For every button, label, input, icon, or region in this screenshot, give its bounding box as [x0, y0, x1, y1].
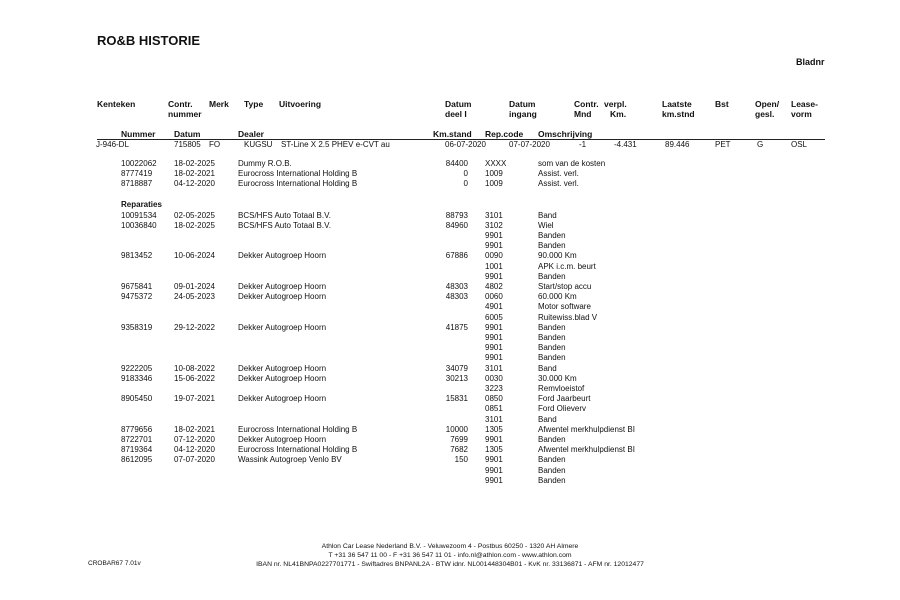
vehicle-open-gesl: G — [757, 140, 764, 149]
subheader-nummer: Nummer — [121, 129, 156, 139]
cell-code: 0851 — [485, 404, 503, 414]
cell-omschrijving: Ruitewiss.blad V — [538, 312, 598, 322]
cell-code: 9901 — [485, 455, 503, 465]
header-kenteken: Kenteken — [97, 99, 136, 109]
cell-omschrijving: Banden — [538, 434, 566, 444]
cell-km: 34079 — [445, 363, 468, 373]
cell-omschrijving: Wiel — [538, 220, 554, 230]
cell-code: 4901 — [485, 302, 503, 312]
cell-omschrijving: 30.000 Km — [538, 373, 577, 383]
header-laatste: Laatste — [662, 99, 692, 109]
cell-omschrijving: Band — [538, 414, 557, 424]
footer-contact: T +31 36 547 11 00 - F +31 36 547 11 01 - info.nl@athlon.com - www.athlon.com — [328, 552, 572, 559]
cell-datum: 18-02-2021 — [174, 424, 215, 434]
cell-nummer: 8612095 — [121, 455, 153, 465]
cell-dealer: Dekker Autogroep Hoorn — [238, 394, 327, 404]
cell-dealer: Dekker Autogroep Hoorn — [238, 292, 327, 302]
vehicle-contr-mnd: -1 — [579, 140, 587, 149]
cell-datum: 29-12-2022 — [174, 322, 215, 332]
cell-dealer: Dekker Autogroep Hoorn — [238, 281, 327, 291]
cell-nummer: 8722701 — [121, 434, 153, 444]
vehicle-kenteken: J-946-DL — [96, 140, 129, 149]
cell-omschrijving: Banden — [538, 455, 566, 465]
cell-code: 3223 — [485, 383, 503, 393]
cell-datum: 10-06-2024 — [174, 251, 215, 261]
cell-km: 0 — [463, 169, 468, 179]
header-bst: Bst — [715, 99, 729, 109]
cell-km: 30213 — [445, 373, 468, 383]
cell-code: 1009 — [485, 179, 503, 189]
cell-dealer: Dekker Autogroep Hoorn — [238, 251, 327, 261]
header-gesl: gesl. — [755, 109, 775, 119]
cell-nummer: 8719364 — [121, 445, 153, 455]
header-uitvoering: Uitvoering — [279, 99, 322, 109]
cell-code: 9901 — [485, 230, 503, 240]
cell-nummer: 8905450 — [121, 394, 153, 404]
cell-code: 0850 — [485, 394, 503, 404]
vehicle-merk: FO — [209, 140, 221, 149]
cell-dealer: Dummy R.O.B. — [238, 159, 292, 168]
reparaties-label: Reparaties — [121, 200, 162, 209]
cell-nummer: 9475372 — [121, 292, 153, 302]
cell-omschrijving: Afwentel merkhulpdienst BI — [538, 445, 635, 455]
cell-omschrijving: Afwentel merkhulpdienst BI — [538, 424, 635, 434]
cell-nummer: 9183346 — [121, 373, 153, 383]
cell-omschrijving: Banden — [538, 343, 566, 353]
cell-nummer: 10091534 — [121, 210, 157, 220]
footer-address: Athlon Car Lease Nederland B.V. - Veluwezoom 4 - Postbus 60250 - 1320 AH Almere — [321, 543, 579, 550]
cell-code: 0090 — [485, 251, 503, 261]
cell-omschrijving: Assist. verl. — [538, 169, 579, 179]
cell-km: 15831 — [445, 394, 468, 404]
vehicle-laatste-km: 89.446 — [665, 140, 690, 149]
cell-km: 7682 — [450, 445, 468, 455]
cell-omschrijving: Banden — [538, 241, 566, 251]
cell-dealer: Eurocross International Holding B — [238, 445, 358, 455]
cell-datum: 07-07-2020 — [174, 455, 215, 465]
cell-code: XXXX — [485, 159, 507, 168]
cell-omschrijving: APK i.c.m. beurt — [538, 261, 596, 271]
cell-nummer: 8777419 — [121, 169, 153, 179]
cell-km: 0 — [463, 179, 468, 189]
cell-km: 84960 — [445, 220, 468, 230]
cell-dealer: Wassink Autogroep Venlo BV — [238, 455, 342, 465]
cell-code: 4802 — [485, 281, 503, 291]
cell-datum: 07-12-2020 — [174, 434, 215, 444]
cell-code: 3101 — [485, 363, 503, 373]
footer-bank: IBAN nr. NL41BNPA0227701771 - Swiftadres BNPANL2A - BTW idnr. NL001448304B01 - KvK nr. 33136871 - AFM nr. 12012477 — [256, 561, 644, 568]
cell-omschrijving: Banden — [538, 465, 566, 475]
cell-km: 88793 — [445, 210, 468, 220]
cell-datum: 24-05-2023 — [174, 292, 215, 302]
cell-code: 1009 — [485, 169, 503, 179]
header-contr: Contr. — [168, 99, 193, 109]
cell-datum: 19-07-2021 — [174, 394, 215, 404]
cell-code: 3101 — [485, 210, 503, 220]
cell-nummer: 8779656 — [121, 424, 153, 434]
header-km: Km. — [610, 109, 627, 119]
cell-km: 48303 — [445, 281, 468, 291]
header-kmstnd: km.stnd — [662, 109, 695, 119]
cell-nummer: 8718887 — [121, 179, 153, 189]
vehicle-leasevorm: OSL — [791, 140, 808, 149]
header-verpl: verpl. — [604, 99, 627, 109]
header-vorm: vorm — [791, 109, 812, 119]
header-open: Open/ — [755, 99, 780, 109]
cell-omschrijving: Assist. verl. — [538, 179, 579, 189]
cell-nummer: 9675841 — [121, 281, 153, 291]
cell-omschrijving: Banden — [538, 353, 566, 363]
cell-km: 7699 — [450, 434, 468, 444]
cell-nummer: 10022062 — [121, 159, 157, 168]
cell-dealer: Eurocross International Holding B — [238, 424, 358, 434]
header-mnd: Mnd — [574, 109, 592, 119]
cell-code: 0060 — [485, 292, 503, 302]
cell-code: 9901 — [485, 434, 503, 444]
header-merk: Merk — [209, 99, 229, 109]
header-datum-ingang: Datum — [509, 99, 536, 109]
cell-code: 9901 — [485, 241, 503, 251]
page-title: RO&B HISTORIE — [97, 33, 201, 48]
vehicle-datum-deel1: 06-07-2020 — [445, 140, 486, 149]
cell-dealer: Dekker Autogroep Hoorn — [238, 434, 327, 444]
header-deel-i: deel I — [445, 109, 467, 119]
subheader-omschrijving: Omschrijving — [538, 129, 593, 139]
cell-datum: 02-05-2025 — [174, 210, 215, 220]
cell-code: 9901 — [485, 332, 503, 342]
subheader-datum: Datum — [174, 129, 201, 139]
header-nummer: nummer — [168, 109, 202, 119]
cell-km: 41875 — [445, 322, 468, 332]
cell-omschrijving: Banden — [538, 271, 566, 281]
subheader-dealer: Dealer — [238, 129, 264, 139]
cell-km: 84400 — [445, 159, 468, 168]
cell-datum: 18-02-2021 — [174, 169, 215, 179]
cell-omschrijving: Ford Jaarbeurt — [538, 394, 591, 404]
cell-code: 1001 — [485, 261, 503, 271]
cell-code: 9901 — [485, 343, 503, 353]
cell-datum: 18-02-2025 — [174, 159, 215, 168]
cell-omschrijving: 60.000 Km — [538, 292, 577, 302]
cell-datum: 15-06-2022 — [174, 373, 215, 383]
header-lease: Lease- — [791, 99, 818, 109]
cell-dealer: Dekker Autogroep Hoorn — [238, 373, 327, 383]
cell-km: 10000 — [445, 424, 468, 434]
vehicle-verpl-km: -4.431 — [614, 140, 637, 149]
cell-dealer: Dekker Autogroep Hoorn — [238, 363, 327, 373]
cell-datum: 04-12-2020 — [174, 179, 215, 189]
cell-nummer: 9813452 — [121, 251, 153, 261]
bladnr-label: Bladnr — [796, 57, 825, 67]
cell-code: 3101 — [485, 414, 503, 424]
header-datum-deel: Datum — [445, 99, 472, 109]
cell-omschrijving: Banden — [538, 475, 566, 485]
subheader-kmstand: Km.stand — [433, 129, 472, 139]
cell-code: 1305 — [485, 445, 503, 455]
vehicle-uitvoering: ST-Line X 2.5 PHEV e-CVT au — [281, 140, 390, 149]
cell-dealer: Dekker Autogroep Hoorn — [238, 322, 327, 332]
vehicle-type: KUGSU — [244, 140, 273, 149]
header-type: Type — [244, 99, 264, 109]
cell-km: 67886 — [445, 251, 468, 261]
cell-code: 9901 — [485, 353, 503, 363]
cell-dealer: BCS/HFS Auto Totaal B.V. — [238, 220, 331, 230]
header-ingang: ingang — [509, 109, 537, 119]
cell-nummer: 10036840 — [121, 220, 157, 230]
cell-code: 6005 — [485, 312, 503, 322]
subheader-repcode: Rep.code — [485, 129, 524, 139]
cell-dealer: BCS/HFS Auto Totaal B.V. — [238, 210, 331, 220]
cell-km: 48303 — [445, 292, 468, 302]
cell-datum: 18-02-2025 — [174, 220, 215, 230]
cell-omschrijving: Motor software — [538, 302, 591, 312]
cell-nummer: 9222205 — [121, 363, 153, 373]
cell-omschrijving: Ford Olieverv — [538, 404, 587, 414]
cell-code: 1305 — [485, 424, 503, 434]
vehicle-contract: 715805 — [174, 140, 201, 149]
cell-dealer: Eurocross International Holding B — [238, 169, 358, 179]
cell-dealer: Eurocross International Holding B — [238, 179, 358, 189]
cell-code: 9901 — [485, 465, 503, 475]
cell-code: 0030 — [485, 373, 503, 383]
cell-datum: 10-08-2022 — [174, 363, 215, 373]
cell-omschrijving: Banden — [538, 230, 566, 240]
cell-nummer: 9358319 — [121, 322, 153, 332]
cell-code: 9901 — [485, 475, 503, 485]
cell-omschrijving: Banden — [538, 322, 566, 332]
version-label: CROBAR67 7.01v — [88, 560, 141, 567]
cell-omschrijving: Start/stop accu — [538, 281, 592, 291]
cell-code: 9901 — [485, 271, 503, 281]
cell-km: 150 — [454, 455, 468, 465]
cell-omschrijving: Banden — [538, 332, 566, 342]
vehicle-datum-ingang: 07-07-2020 — [509, 140, 550, 149]
header-contr-mnd: Contr. — [574, 99, 599, 109]
cell-code: 3102 — [485, 220, 503, 230]
cell-omschrijving: som van de kosten — [538, 159, 606, 168]
cell-datum: 09-01-2024 — [174, 281, 215, 291]
cell-omschrijving: Band — [538, 210, 557, 220]
cell-code: 9901 — [485, 322, 503, 332]
cell-omschrijving: 90.000 Km — [538, 251, 577, 261]
cell-datum: 04-12-2020 — [174, 445, 215, 455]
vehicle-bst: PET — [715, 140, 731, 149]
cell-omschrijving: Band — [538, 363, 557, 373]
cell-omschrijving: Remvloeistof — [538, 383, 585, 393]
